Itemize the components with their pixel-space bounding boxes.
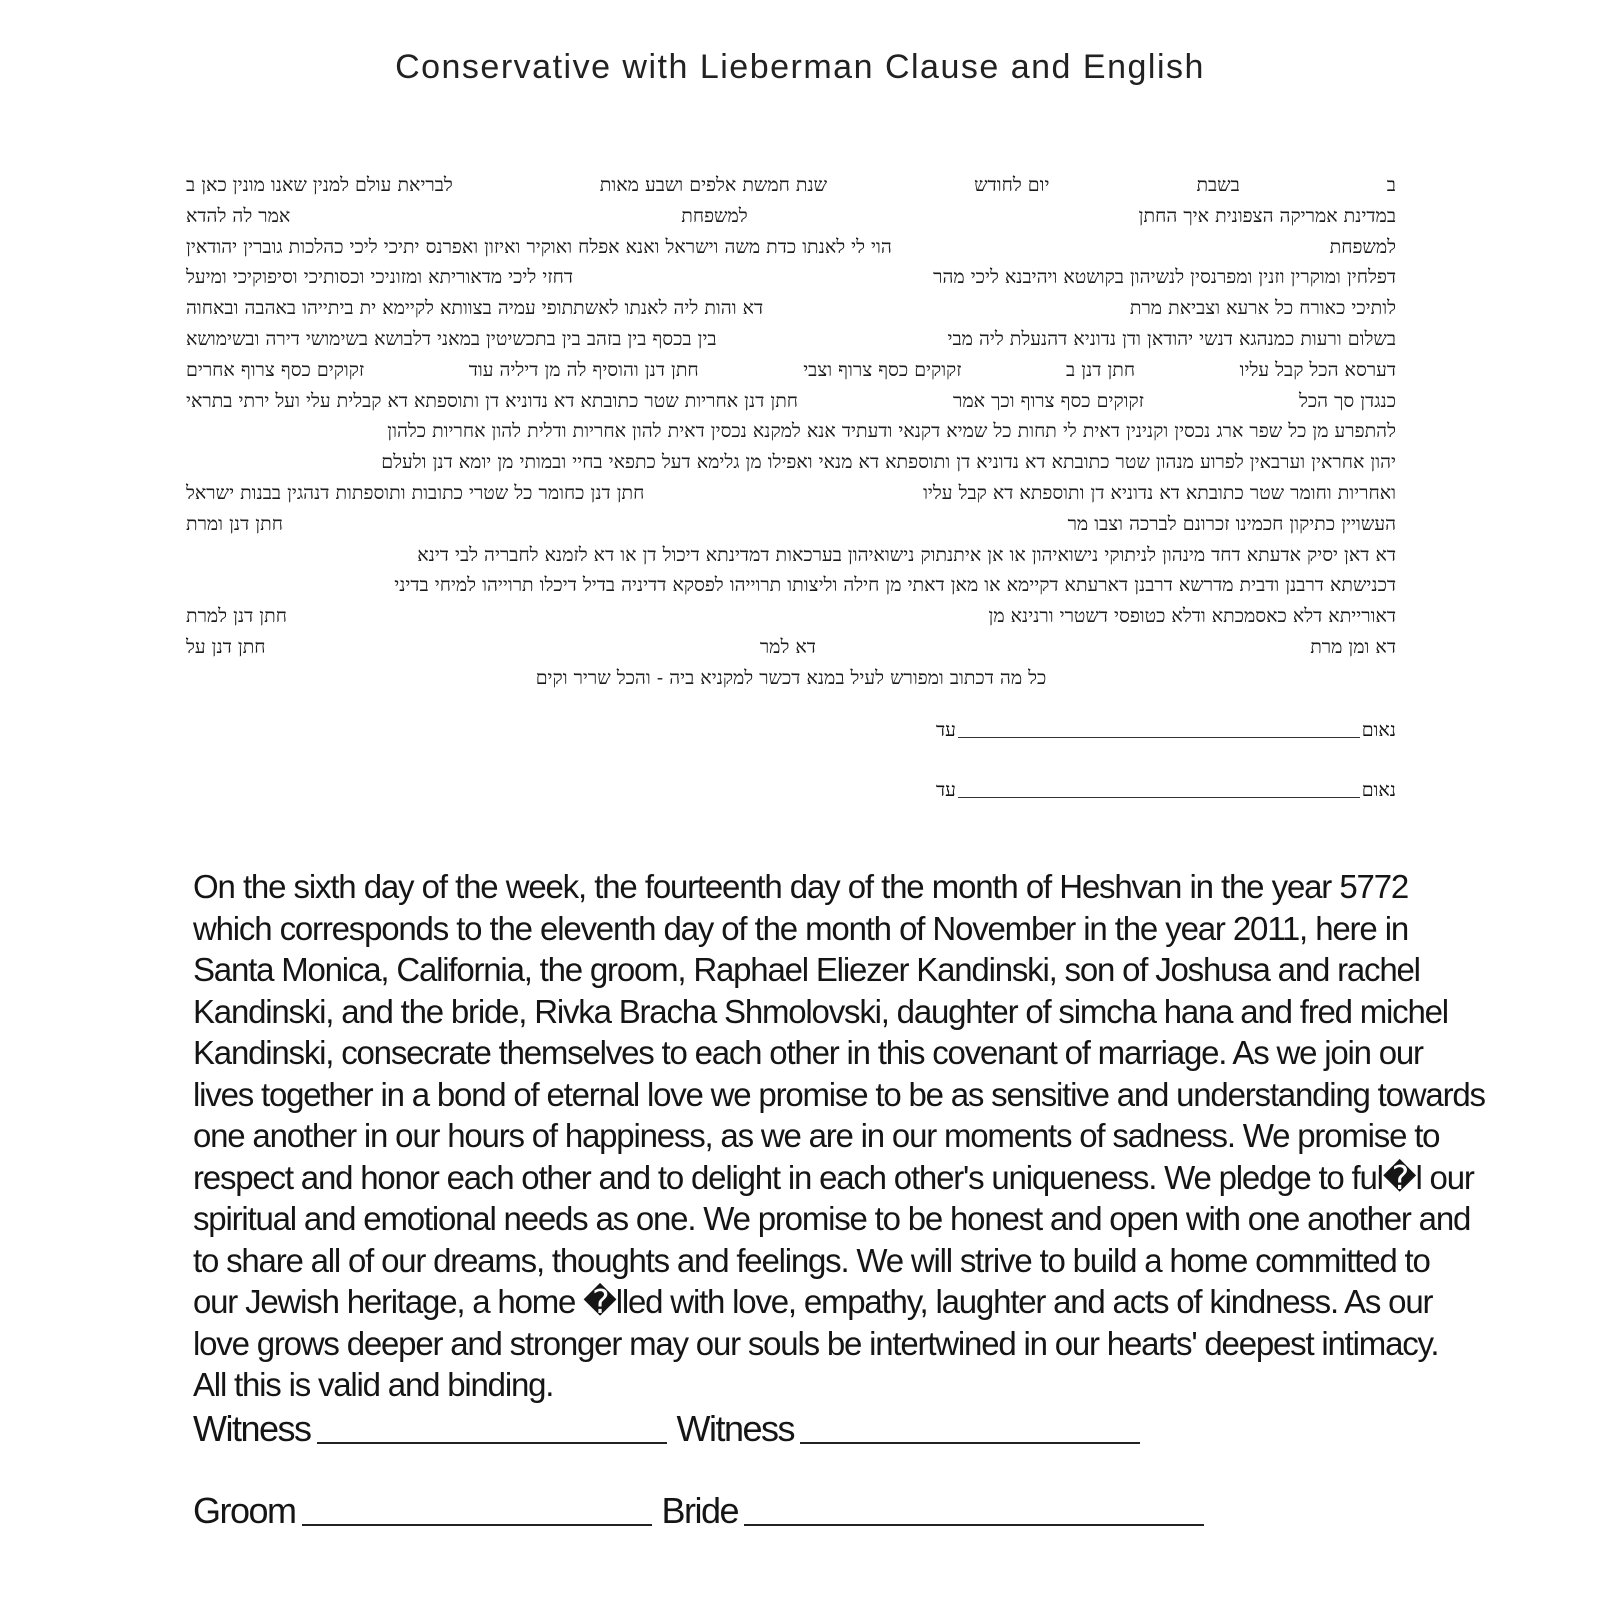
english-line: Kandinski, and the bride, Rivka Bracha Shmolovski, daughter of simcha hana and fred michel (193, 992, 1448, 1030)
hebrew-segment: דכנישתא דרבנן ודבית מדרשא דרבנן דארעתא דקיימא או מאן דאתי מן חילה וליצותו תרוייהו לפסקא דדיניה בדיל דיכלו תרוייהו למיחי בדיני (394, 574, 1396, 597)
bride-label: Bride (661, 1490, 739, 1531)
hebrew-line (186, 663, 1396, 694)
hebrew-segment: חתן דנן אחריות שטר כתובתא דא נדוניא דן ותוספתא דא קבלית עלי ועל ירתי בתראי (186, 389, 799, 412)
bride-signature-line (744, 1494, 1204, 1526)
signature-rule (958, 797, 1360, 798)
hebrew-signature-line-1 (936, 712, 1396, 742)
hebrew-segment: דאורייתא דלא כאסמכתא ודלא כטופסי דשטרי ורנינא מן (988, 605, 1396, 628)
hebrew-line (186, 540, 1396, 571)
hebrew-segment: ואחריות וחומר שטר כתובתא דא נדוניא דן ותוספתא דא קבל עליו (923, 481, 1396, 504)
hebrew-line (186, 570, 1396, 601)
english-line: Santa Monica, California, the groom, Raphael Eliezer Kandinski, son of Joshusa and rachel (193, 951, 1420, 988)
witness-signature-line-right (800, 1412, 1140, 1444)
witness-signature-line-left (317, 1412, 667, 1444)
hebrew-line (186, 478, 1396, 509)
hebrew-line (186, 262, 1396, 293)
couple-signature-row (193, 1490, 1214, 1532)
witness-signature-row (193, 1408, 1150, 1450)
hebrew-segment: בשבת (1196, 174, 1240, 196)
hebrew-line (186, 509, 1396, 540)
hebrew-segment: כנגדן סך הכל (1298, 389, 1396, 412)
hebrew-line (186, 170, 1396, 201)
hebrew-line (186, 416, 1396, 447)
hebrew-line (186, 232, 1396, 263)
hebrew-segment: לבריאת עולם למנין שאנו מונין כאן ב (186, 174, 453, 196)
hebrew-segment: כל מה דכתוב ומפורש לעיל במנא דכשר למקניא ביה - והכל שריר וקים (535, 666, 1047, 689)
english-line: one another in our hours of happiness, as we are in our moments of sadness. We promise to (193, 1117, 1440, 1154)
hebrew-segment: דא והות ליה לאנתו לאשתתופי עמיה בצוותא לקיימא ית ביתייהו באהבה ובאחוה (186, 297, 764, 320)
hebrew-witness-label: עד (936, 719, 956, 741)
hebrew-segment: חתן דנן למרת (186, 605, 287, 628)
hebrew-segment: דא ומן מרת (1310, 635, 1396, 658)
english-line: spiritual and emotional needs as one. We promise to be honest and open with one another and (193, 1200, 1471, 1237)
hebrew-line (186, 293, 1396, 324)
hebrew-segment: במדינת אמריקה הצפונית איך החתן (1138, 204, 1396, 227)
english-line: lives together in a bond of eternal love we promise to be as sensitive and understanding towards (193, 1075, 1485, 1113)
english-line: Kandinski, consecrate themselves to each other in this covenant of marriage. As we join our (193, 1034, 1423, 1071)
hebrew-line (186, 386, 1396, 417)
hebrew-line (186, 447, 1396, 478)
hebrew-line (186, 201, 1396, 232)
hebrew-segment: דפלחין ומוקרין וזנין ומפרנסין לנשיהון בקושטא ויהיבנא ליכי מהר (933, 266, 1396, 289)
english-line: which corresponds to the eleventh day of the month of November in the year 2011, here in (193, 909, 1408, 947)
english-line: respect and honor each other and to delight in each other's uniqueness. We pledge to ful�l our (193, 1158, 1474, 1196)
english-line: love grows deeper and stronger may our souls be intertwined in our hearts' deepest intimacy. (193, 1324, 1439, 1362)
groom-label: Groom (193, 1490, 296, 1531)
hebrew-ketubah-text (186, 170, 1396, 694)
english-ketubah-text (193, 866, 1485, 1406)
hebrew-segment: העשויין כתיקון חכמינו זכרונם לברכה וצבו מר (1067, 512, 1396, 535)
hebrew-segment: הוי לי לאנתו כדת משה וישראל ואנא אפלח ואוקיר ואיזון ואפרנס יתיכי ליכי כהלכות גוברין יהודאין (186, 235, 892, 258)
english-line: All this is valid and binding. (193, 1366, 554, 1403)
hebrew-segment: חתן דנן על (186, 635, 266, 658)
hebrew-segment: לותיכי כאורח כל ארעא וצביאת מרת (1129, 297, 1396, 320)
hebrew-segment: יהון אחראין וערבאין לפרוע מנהון שטר כתובתא דא נדוניא דן ותוספתא דא מנאי ואפילו מן גלימא דעל כתפאי בחיי ובמותי מן יומא דנן ולעלם (381, 451, 1396, 474)
witness-label-left: Witness (193, 1408, 311, 1449)
hebrew-segment: בין בכסף בין בזהב בין בתכשיטין במאני דלבושא בשימושי דירה ובשימושא (186, 327, 717, 350)
hebrew-line (186, 324, 1396, 355)
witness-label-right: Witness (676, 1408, 795, 1449)
english-line: to share all of our dreams, thoughts and feelings. We will strive to build a home committed to (193, 1241, 1430, 1279)
hebrew-signature-line-2 (936, 772, 1396, 802)
hebrew-segment: דערסא הכל קבל עליו (1239, 358, 1396, 381)
english-line: On the sixth day of the week, the fourteenth day of the month of Heshvan in the year 5772 (193, 868, 1408, 905)
hebrew-name-label: נאום (1361, 779, 1396, 801)
hebrew-segment: חתן דנן כחומר כל שטרי כתובות ותוספתות דנהגין בבנות ישראל (186, 481, 645, 504)
hebrew-segment: זקוקים כסף צרוף אחרים (186, 358, 365, 381)
hebrew-line (186, 601, 1396, 632)
document-title: Conservative with Lieberman Clause and English (395, 48, 1205, 86)
signature-rule (958, 737, 1360, 738)
hebrew-segment: שנת חמשת אלפים ושבע מאות (599, 174, 828, 196)
hebrew-segment: חתן דנן והוסיף לה מן דיליה עוד (468, 358, 699, 381)
english-line: our Jewish heritage, a home �lled with love, empathy, laughter and acts of kindness. As our (193, 1283, 1433, 1320)
hebrew-segment: זקוקים כסף צרוף וכך אמר (953, 389, 1144, 412)
hebrew-segment: אמר לה להדא (186, 204, 291, 227)
hebrew-segment: ב (1386, 174, 1396, 196)
hebrew-segment: דחזי ליכי מדאוריתא ומזוניכי וכסותיכי וסיפוקיכי ומיעל (186, 266, 574, 289)
hebrew-line (186, 355, 1396, 386)
hebrew-segment: חתן דנן ב (1066, 358, 1136, 381)
hebrew-segment: דא למר (759, 635, 816, 658)
hebrew-segment: למשפחת (681, 204, 748, 227)
hebrew-segment: דא דאן יסיק אדעתא דחד מינהון לניתוקי נישואיהון או אן איתנתוק נישואיהון בערכאות דמדינתא דיכול דן או דא לזמנא לחבריה לבי דינא (417, 543, 1396, 566)
hebrew-segment: בשלום ורעות כמנהגא דנשי יהודאן ודן נדוניא דהנעלת ליה מבי (947, 327, 1396, 350)
hebrew-segment: יום לחודש (974, 174, 1050, 196)
hebrew-segment: זקוקים כסף צרוף וצבי (803, 358, 962, 381)
hebrew-segment: חתן דנן ומרת (186, 512, 283, 535)
hebrew-witness-label: עד (936, 779, 956, 801)
hebrew-segment: למשפחת (1329, 235, 1396, 258)
hebrew-name-label: נאום (1361, 719, 1396, 741)
groom-signature-line (302, 1494, 652, 1526)
hebrew-segment: להתפרע מן כל שפר ארג נכסין וקנינין דאית לי תחות כל שמיא דקנאי ודעתיד אנא למקנא נכסין דאית להון אחריות ודלית להון אחריות כלהון (387, 420, 1396, 443)
hebrew-line (186, 632, 1396, 663)
